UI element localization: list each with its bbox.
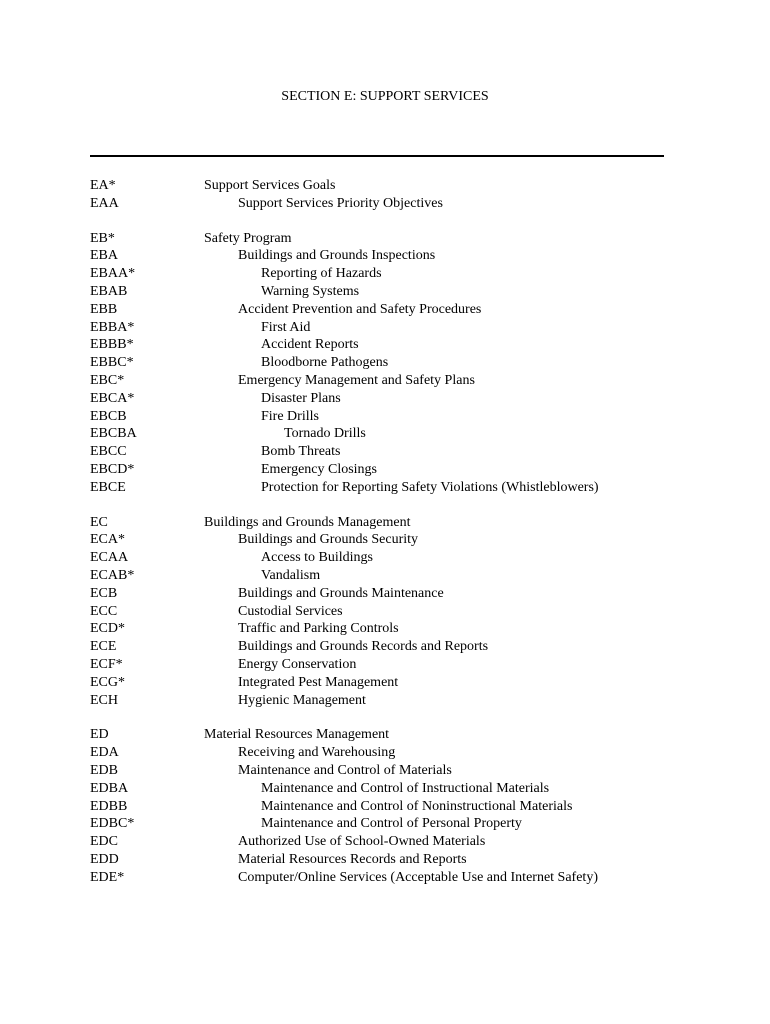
policy-code: ECF* — [90, 656, 123, 672]
policy-code: EBCC — [90, 444, 127, 460]
policy-title: Emergency Closings — [261, 461, 378, 477]
policy-title: Receiving and Warehousing — [238, 745, 396, 761]
policy-title: Material Resources Records and Reports — [238, 851, 467, 867]
policy-title: Warning Systems — [261, 283, 360, 299]
policy-row — [90, 354, 690, 372]
policy-code-list — [90, 177, 690, 903]
policy-code: ECE — [90, 639, 117, 655]
policy-row — [90, 780, 690, 798]
policy-row — [90, 195, 690, 213]
policy-code: EBCB — [90, 408, 127, 424]
policy-row — [90, 265, 690, 283]
header-divider — [90, 155, 664, 157]
policy-code: EBCBA — [90, 426, 137, 442]
policy-title: Hygienic Management — [238, 692, 366, 708]
policy-title: Support Services Priority Objectives — [238, 195, 443, 211]
policy-row — [90, 425, 690, 443]
policy-code: EDBC* — [90, 816, 135, 832]
policy-title: Reporting of Hazards — [261, 266, 382, 282]
policy-row — [90, 585, 690, 603]
policy-title: Maintenance and Control of Noninstructional Materials — [261, 798, 573, 814]
policy-title: First Aid — [261, 319, 311, 335]
policy-row — [90, 833, 690, 851]
policy-title: Authorized Use of School-Owned Materials — [238, 834, 486, 850]
policy-title: Protection for Reporting Safety Violations (Whistleblowers) — [261, 479, 599, 495]
policy-title: Emergency Management and Safety Plans — [238, 372, 475, 388]
policy-title: Material Resources Management — [204, 727, 390, 743]
policy-title: Tornado Drills — [284, 426, 366, 442]
policy-code: EDA — [90, 745, 119, 761]
policy-row — [90, 549, 690, 567]
policy-code: EBBA* — [90, 319, 135, 335]
policy-code: EB* — [90, 230, 115, 246]
policy-row — [90, 531, 690, 549]
policy-row — [90, 603, 690, 621]
policy-row — [90, 798, 690, 816]
policy-row — [90, 762, 690, 780]
policy-code: EDC — [90, 834, 118, 850]
policy-title: Maintenance and Control of Materials — [238, 762, 452, 778]
policy-code: EC — [90, 514, 108, 530]
policy-row — [90, 620, 690, 638]
policy-code: EA* — [90, 178, 116, 193]
policy-code: ECD* — [90, 621, 125, 637]
policy-code: EBBC* — [90, 355, 134, 371]
section-title: SECTION E: SUPPORT SERVICES — [281, 89, 489, 104]
policy-group — [90, 514, 690, 710]
policy-code: EBA — [90, 248, 118, 264]
policy-code: EBBB* — [90, 337, 134, 353]
policy-title: Bomb Threats — [261, 444, 341, 460]
policy-row — [90, 319, 690, 337]
policy-title: Maintenance and Control of Personal Property — [261, 816, 522, 832]
policy-title: Support Services Goals — [204, 178, 336, 193]
policy-title: Maintenance and Control of Instructional Materials — [261, 780, 550, 796]
policy-title: Accident Prevention and Safety Procedures — [238, 301, 482, 317]
policy-code: ED — [90, 727, 109, 743]
policy-row — [90, 514, 690, 532]
policy-title: Accident Reports — [261, 337, 359, 353]
policy-row — [90, 726, 690, 744]
policy-title: Integrated Pest Management — [238, 674, 399, 690]
policy-row — [90, 851, 690, 869]
policy-title: Computer/Online Services (Acceptable Use and Internet Safety) — [238, 869, 598, 885]
policy-code: ECG* — [90, 674, 125, 690]
policy-code: EDD — [90, 851, 119, 867]
policy-code: ECH — [90, 692, 118, 708]
policy-row — [90, 692, 690, 710]
policy-code: EBCA* — [90, 390, 135, 406]
policy-row — [90, 869, 690, 887]
policy-row — [90, 815, 690, 833]
policy-code: EBAA* — [90, 266, 136, 282]
policy-title: Traffic and Parking Controls — [238, 621, 399, 637]
policy-title: Buildings and Grounds Management — [204, 514, 411, 530]
policy-row — [90, 461, 690, 479]
policy-code: ECAB* — [90, 567, 135, 583]
policy-row — [90, 301, 690, 319]
policy-code: EDBA — [90, 780, 129, 796]
policy-code: EAA — [90, 195, 119, 211]
policy-code: EBAB — [90, 283, 128, 299]
policy-group — [90, 230, 690, 497]
policy-row — [90, 443, 690, 461]
policy-title: Vandalism — [261, 567, 321, 583]
policy-code: EBB — [90, 301, 118, 317]
policy-title: Safety Program — [204, 230, 292, 246]
policy-row — [90, 372, 690, 390]
policy-row — [90, 744, 690, 762]
policy-title: Custodial Services — [238, 603, 343, 619]
policy-row — [90, 177, 690, 195]
policy-row — [90, 283, 690, 301]
policy-title: Bloodborne Pathogens — [261, 355, 389, 371]
policy-row — [90, 567, 690, 585]
policy-code: EDBB — [90, 798, 128, 814]
policy-code: ECB — [90, 585, 118, 601]
policy-title: Access to Buildings — [261, 550, 373, 566]
policy-row — [90, 336, 690, 354]
policy-code: EDE* — [90, 869, 125, 885]
policy-row — [90, 656, 690, 674]
policy-title: Buildings and Grounds Maintenance — [238, 585, 444, 601]
policy-row — [90, 479, 690, 497]
policy-title: Buildings and Grounds Inspections — [238, 248, 436, 264]
policy-code: EBCD* — [90, 461, 135, 477]
policy-code: ECA* — [90, 532, 125, 548]
policy-code: EBCE — [90, 479, 126, 495]
policy-title: Buildings and Grounds Security — [238, 532, 419, 548]
policy-code: ECC — [90, 603, 118, 619]
policy-group — [90, 726, 690, 886]
policy-title: Disaster Plans — [261, 390, 341, 406]
policy-row — [90, 638, 690, 656]
policy-code: ECAA — [90, 550, 129, 566]
policy-row — [90, 674, 690, 692]
policy-code: EBC* — [90, 372, 125, 388]
policy-row — [90, 390, 690, 408]
policy-title: Buildings and Grounds Records and Reports — [238, 639, 489, 655]
policy-title: Fire Drills — [261, 408, 319, 424]
policy-title: Energy Conservation — [238, 656, 357, 672]
policy-row — [90, 247, 690, 265]
policy-row — [90, 408, 690, 426]
policy-row — [90, 230, 690, 248]
policy-group — [90, 177, 690, 213]
policy-code: EDB — [90, 762, 118, 778]
